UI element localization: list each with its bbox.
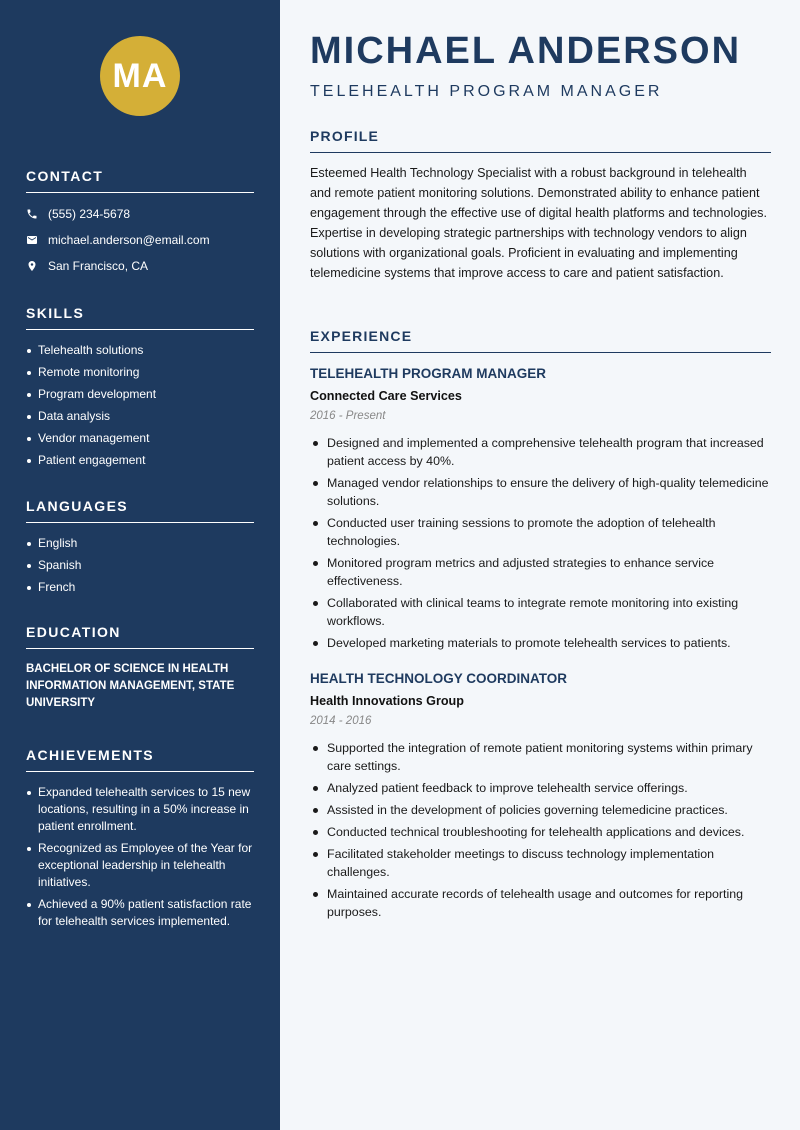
experience-section <box>310 328 771 353</box>
job-bullets <box>310 739 771 921</box>
contact-location <box>26 257 254 275</box>
job-dates: 2016 - Present <box>310 410 386 422</box>
job-bullet: Maintained accurate records of telehealth usage and outcomes for reporting purposes. <box>310 885 771 921</box>
contact-heading: CONTACT <box>26 168 254 193</box>
skills-section <box>26 305 254 474</box>
achievement-item: Achieved a 90% patient satisfaction rate for telehealth services implemented. <box>26 896 254 930</box>
job-role: TELEHEALTH PROGRAM MANAGER <box>310 366 546 381</box>
job-bullet: Supported the integration of remote patient monitoring systems within primary care settings. <box>310 739 771 775</box>
contact-email <box>26 231 254 249</box>
languages-section <box>26 498 254 601</box>
contact-phone <box>26 205 254 223</box>
achievements-section <box>26 747 254 935</box>
job-bullet: Conducted technical troubleshooting for telehealth applications and devices. <box>310 823 771 841</box>
languages-heading: LANGUAGES <box>26 498 254 523</box>
sidebar <box>0 0 280 1130</box>
skill-item: Data analysis <box>26 408 254 425</box>
achievement-item: Recognized as Employee of the Year for exceptional leadership in telehealth initiatives. <box>26 840 254 891</box>
education-heading: EDUCATION <box>26 624 254 649</box>
job-company: Health Innovations Group <box>310 694 464 708</box>
skill-item: Program development <box>26 386 254 403</box>
job-bullet: Assisted in the development of policies governing telemedicine practices. <box>310 801 771 819</box>
skill-item: Telehealth solutions <box>26 342 254 359</box>
location-text: San Francisco, CA <box>48 259 149 273</box>
skill-item: Remote monitoring <box>26 364 254 381</box>
language-item: French <box>26 579 254 596</box>
achievements-list <box>26 784 254 930</box>
phone-icon <box>26 208 38 220</box>
skills-heading: SKILLS <box>26 305 254 330</box>
job-bullet: Designed and implemented a comprehensive telehealth program that increased patient access by 40%. <box>310 434 771 470</box>
contact-section <box>26 168 254 283</box>
email-icon <box>26 234 38 246</box>
email-text: michael.anderson@email.com <box>48 233 210 247</box>
languages-list <box>26 535 254 596</box>
skills-list <box>26 342 254 469</box>
profile-heading: PROFILE <box>310 128 771 153</box>
job-role: HEALTH TECHNOLOGY COORDINATOR <box>310 671 568 686</box>
achievement-item: Expanded telehealth services to 15 new locations, resulting in a 50% increase in patient enrollment. <box>26 784 254 835</box>
job-bullet: Developed marketing materials to promote telehealth services to patients. <box>310 634 771 652</box>
education-degree: BACHELOR OF SCIENCE IN HEALTH INFORMATION MANAGEMENT, STATE UNIVERSITY <box>26 663 235 709</box>
job-bullet: Analyzed patient feedback to improve telehealth service offerings. <box>310 779 771 797</box>
skill-item: Patient engagement <box>26 452 254 469</box>
language-item: Spanish <box>26 557 254 574</box>
job-company: Connected Care Services <box>310 389 462 403</box>
candidate-name: MICHAEL ANDERSON <box>310 30 742 72</box>
location-pin-icon <box>26 260 38 272</box>
job-bullet: Conducted user training sessions to promote the adoption of telehealth technologies. <box>310 514 771 550</box>
skill-item: Vendor management <box>26 430 254 447</box>
language-item: English <box>26 535 254 552</box>
education-section <box>26 624 254 712</box>
job-bullet: Monitored program metrics and adjusted strategies to enhance service effectiveness. <box>310 554 771 590</box>
job-dates: 2014 - 2016 <box>310 715 372 727</box>
job-entry <box>310 670 771 925</box>
profile-section <box>310 128 771 283</box>
job-bullet: Managed vendor relationships to ensure the delivery of high-quality telemedicine solutions. <box>310 474 771 510</box>
candidate-title: TELEHEALTH PROGRAM MANAGER <box>310 83 663 100</box>
achievements-heading: ACHIEVEMENTS <box>26 747 254 772</box>
experience-heading: EXPERIENCE <box>310 328 771 353</box>
job-bullet: Facilitated stakeholder meetings to discuss technology implementation challenges. <box>310 845 771 881</box>
phone-text: (555) 234-5678 <box>48 207 131 221</box>
profile-text: Esteemed Health Technology Specialist with a robust background in telehealth and remote patient monitoring solutions. Demonstrated ability to enhance patient engagement through the effective use of digital health platforms and technologies. Expertise in developing strategic partnerships with technology vendors to align solutions with organizational goals. Proficient in evaluating and implementing telemedicine systems that improve access to care and patient satisfaction. <box>310 166 767 280</box>
avatar: MA <box>100 36 180 116</box>
job-bullets <box>310 434 771 652</box>
job-bullet: Collaborated with clinical teams to integrate remote monitoring into existing workflows. <box>310 594 771 630</box>
job-entry <box>310 365 771 656</box>
